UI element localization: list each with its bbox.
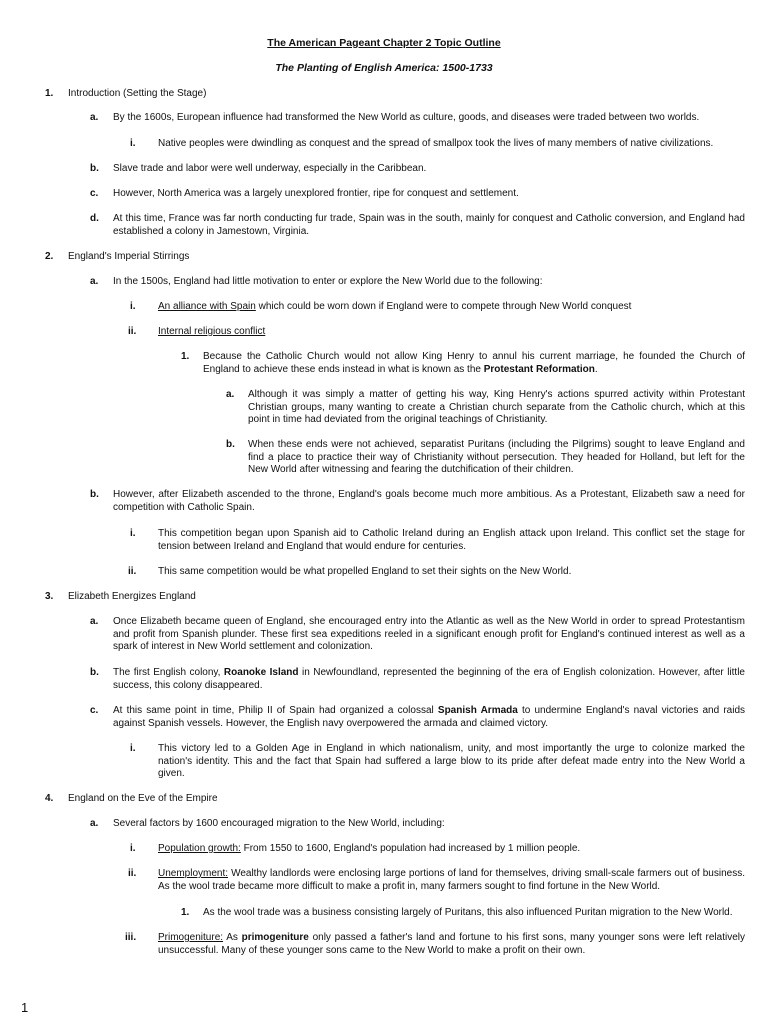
- section-4-heading: England on the Eve of the Empire: [68, 793, 218, 804]
- item-2a-ii-1a-line3: point in time had deviated from the original teachings of Christianity.: [248, 414, 548, 425]
- item-2b: [113, 489, 745, 514]
- item-3c-i-line1: This victory led to a Golden Age in England in which nationalism, unity, and most importantly the urge to colonize marked the: [158, 743, 745, 754]
- item-1b: Slave trade and labor were well underway, especially in the Caribbean.: [113, 163, 427, 174]
- item-2a-ii-1b-line3: New World after witnessing and fearing the dutchification of their children.: [248, 464, 574, 475]
- item-3c-i-marker: i.: [130, 743, 136, 754]
- item-2b-line2: competition with Catholic Spain.: [113, 501, 255, 513]
- item-4a-iii-line1: [158, 932, 745, 945]
- item-2a-ii-1b: [248, 439, 745, 477]
- item-2a-i-rest: which could be worn down if England were to compete through New World conquest: [255, 301, 632, 312]
- item-1d: [113, 213, 745, 238]
- item-4a-ii-rest: Wealthy landlords were enclosing large portions of land for themselves, driving small-scale farmers out of business.: [228, 868, 745, 879]
- item-3b-marker: b.: [90, 667, 99, 678]
- item-2a-ii-1a-line1: Although it was simply a matter of getting his way, King Henry's actions spurred activity within Protestant: [248, 389, 745, 400]
- item-1a-i: Native peoples were dwindling as conquest and the spread of smallpox took the lives of many members of native civilizations.: [158, 138, 714, 149]
- item-4a: Several factors by 1600 encouraged migration to the New World, including:: [113, 818, 445, 829]
- primogeniture-term: primogeniture: [241, 932, 309, 943]
- item-2a-ii-1a: [248, 389, 745, 427]
- item-2b-line1: However, after Elizabeth ascended to the throne, England's goals become much more ambitious. As a Protestant, Elizabeth saw a need for: [113, 489, 745, 500]
- item-3b-line1: [113, 667, 745, 680]
- item-3a-line3: spark of interest in New World settlement and colonization.: [113, 641, 373, 652]
- item-2a-ii-1b-marker: b.: [226, 439, 235, 450]
- item-2a-i-underlined: An alliance with Spain: [158, 301, 256, 312]
- item-4a-iii-marker: iii.: [125, 932, 137, 943]
- item-2a-ii-1-line2: [203, 364, 745, 377]
- item-4a-i-rest: From 1550 to 1600, England's population had increased by 1 million people.: [240, 843, 581, 854]
- item-2a-ii-1b-line2: find a place to practice their way of Christianity without persecution. They headed for Holland, but left for the: [248, 451, 745, 463]
- item-2a-ii-marker: ii.: [128, 326, 137, 337]
- item-2a-ii-1-line1: Because the Catholic Church would not allow King Henry to annul his current marriage, he founded the Church of: [203, 351, 745, 362]
- item-2a-ii-1-line2-end: .: [594, 363, 598, 375]
- item-3c: [113, 705, 745, 730]
- item-2a-ii-1a-line2: Christian groups, many wanting to create a Christian church separate from the Catholic church, which at this: [248, 401, 745, 413]
- item-2b-ii-marker: ii.: [128, 566, 137, 577]
- item-2b-i-marker: i.: [130, 528, 136, 539]
- item-2a-ii-1: [203, 351, 745, 376]
- item-3a-line2: and profit from Spanish plunder. These first sea expeditions reeled in a significant enough profit for England's continued interest as well as a: [113, 628, 745, 640]
- item-4a-i-marker: i.: [130, 843, 136, 854]
- item-2b-i: [158, 528, 745, 553]
- item-4a-marker: a.: [90, 818, 99, 829]
- item-2a-i-marker: i.: [130, 301, 136, 312]
- section-4-number: 4.: [45, 793, 54, 804]
- item-3b-line2: success, this colony disappeared.: [113, 679, 263, 691]
- item-1d-line1: At this time, France was far north conducting fur trade, Spain was in the south, mainly for conquest and Catholic conversion, and England had: [113, 213, 745, 224]
- item-4a-iii-rest: only passed a father's land and fortune to his first sons, many younger sons were left relatively: [308, 932, 745, 943]
- item-3c-line1-rest: to undermine England's naval victories and raids: [517, 705, 746, 716]
- item-4a-i: [158, 843, 745, 856]
- section-1-number: 1.: [45, 88, 54, 99]
- item-1c: However, North America was a largely unexplored frontier, ripe for conquest and settlement.: [113, 188, 519, 199]
- item-1a-marker: a.: [90, 112, 99, 123]
- item-1d-line2: established a colony in Jamestown, Virginia.: [113, 225, 310, 237]
- item-2b-i-line2: tension between Ireland and England that would endure for centuries.: [158, 540, 466, 552]
- item-3c-i-line2: nation's identity. This and the fact that Spain had suffered a large blow to its pride after defeat made entry into the New World a: [158, 755, 745, 767]
- section-2-number: 2.: [45, 251, 54, 262]
- item-2a-ii-1a-marker: a.: [226, 389, 235, 400]
- item-1c-marker: c.: [90, 188, 99, 199]
- section-1-heading: Introduction (Setting the Stage): [68, 88, 207, 99]
- item-1a: By the 1600s, European influence had transformed the New World as culture, goods, and diseases were traded between two worlds.: [113, 112, 700, 123]
- item-4a-ii-marker: ii.: [128, 868, 137, 879]
- item-2a-ii-1-marker: 1.: [181, 351, 190, 362]
- section-3-number: 3.: [45, 591, 54, 602]
- item-4a-ii-1-marker: 1.: [181, 907, 190, 918]
- item-3c-line2: against Spanish vessels. However, the English navy overpowered the armada and claimed victory.: [113, 717, 549, 729]
- spanish-armada-term: Spanish Armada: [437, 705, 518, 716]
- item-4a-iii-underlined: Primogeniture:: [158, 932, 224, 943]
- roanoke-island-term: Roanoke Island: [223, 667, 299, 678]
- item-3b-line1-text: The first English colony,: [113, 667, 224, 678]
- item-2a-i: [158, 301, 745, 314]
- item-4a-iii-line2: unsuccessful. Many of these younger sons came to the New World to make a profit on their own.: [158, 944, 586, 956]
- section-3-heading: Elizabeth Energizes England: [68, 591, 196, 602]
- item-4a-ii-line2: As the wool trade became more difficult to make a profit in, many farmers sought to find fortune in the New World.: [158, 880, 661, 892]
- item-4a-ii-line1: [158, 868, 745, 881]
- item-4a-iii-pre: As: [223, 932, 242, 943]
- document-title: The American Pageant Chapter 2 Topic Outline: [267, 37, 501, 49]
- item-3a-marker: a.: [90, 616, 99, 627]
- item-4a-ii: [158, 868, 745, 893]
- item-3c-i: [158, 743, 745, 781]
- item-1b-marker: b.: [90, 163, 99, 174]
- item-2a-ii-underlined: Internal religious conflict: [158, 326, 266, 337]
- protestant-reformation-term: Protestant Reformation: [483, 363, 595, 375]
- item-3c-marker: c.: [90, 705, 99, 716]
- item-2a: In the 1500s, England had little motivation to enter or explore the New World due to the following:: [113, 276, 543, 287]
- section-2-heading: England's Imperial Stirrings: [68, 251, 190, 262]
- item-3c-line1: [113, 705, 745, 718]
- item-3c-line1-text: At this same point in time, Philip II of Spain had organized a colossal: [113, 705, 438, 716]
- item-2b-ii: This same competition would be what propelled England to set their sights on the New World.: [158, 566, 572, 577]
- item-4a-ii-1: As the wool trade was a business consisting largely of Puritans, this also influenced Puritan migration to the New World.: [203, 907, 733, 918]
- item-3b: [113, 667, 745, 692]
- item-2a-ii: [158, 326, 745, 339]
- item-3a-line1: Once Elizabeth became queen of England, she encouraged entry into the Atlantic as well as the New World in order to spread Protestantism: [113, 616, 745, 627]
- item-2b-i-line1: This competition began upon Spanish aid to Catholic Ireland during an English attack upon Ireland. This conflict set the stage for: [158, 528, 745, 539]
- document-subtitle: The Planting of English America: 1500-1733: [275, 62, 493, 74]
- item-3a: [113, 616, 745, 654]
- page-number: 1: [21, 1000, 29, 1015]
- item-4a-ii-underlined: Unemployment:: [158, 868, 229, 879]
- item-4a-iii: [158, 932, 745, 957]
- item-4a-i-underlined: Population growth:: [158, 843, 241, 854]
- item-2a-marker: a.: [90, 276, 99, 287]
- item-1a-i-marker: i.: [130, 138, 136, 149]
- item-3b-line1-rest: in Newfoundland, represented the beginning of the era of English colonization. However, after little: [298, 667, 745, 678]
- item-2a-ii-1-line2-text: England to achieve these ends instead in what is known as the: [203, 363, 484, 375]
- item-3c-i-line3: given.: [158, 768, 185, 779]
- item-2a-ii-1b-line1: When these ends were not achieved, separatist Puritans (including the Pilgrims) sought to leave England and: [248, 439, 745, 450]
- item-1d-marker: d.: [90, 213, 99, 224]
- item-2b-marker: b.: [90, 489, 99, 500]
